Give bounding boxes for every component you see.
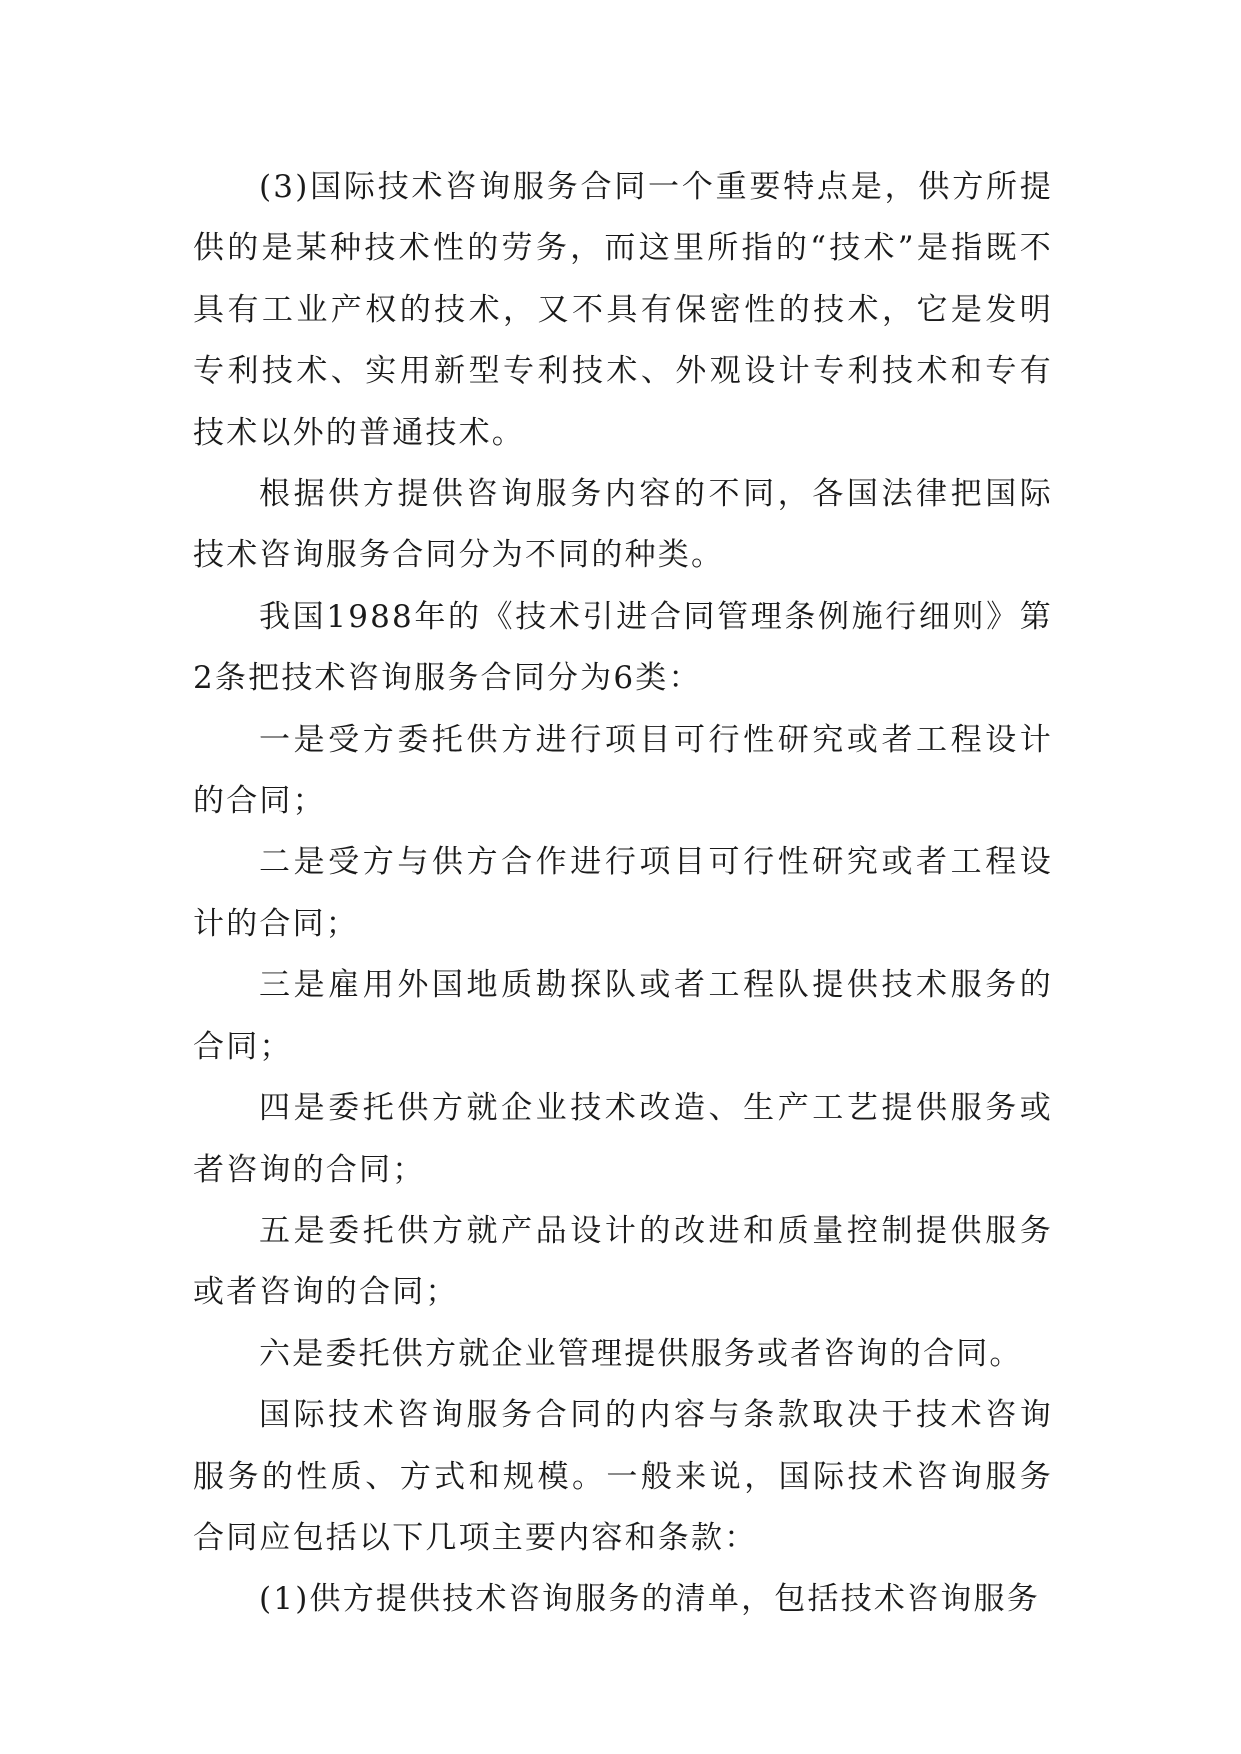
paragraph: 五是委托供方就产品设计的改进和质量控制提供服务或者咨询的合同； xyxy=(193,1212,1053,1311)
paragraph: (1)供方提供技术咨询服务的清单，包括技术咨询服务 xyxy=(259,1581,1040,1618)
paragraph: (3)国际技术咨询服务合同一个重要特点是，供方所提供的是某种技术性的劳务，而这里所指的“技术”是指既不具有工业产权的技术，又不具有保密性的技术，它是发明专利技术、实用新型专利技术、外观设计专利技术和专有技术以外的普通技术。 xyxy=(193,169,1053,451)
paragraph: 国际技术咨询服务合同的内容与条款取决于技术咨询服务的性质、方式和规模。一般来说，国际技术咨询服务合同应包括以下几项主要内容和条款： xyxy=(193,1397,1053,1556)
paragraph: 四是委托供方就企业技术改造、生产工艺提供服务或者咨询的合同； xyxy=(193,1090,1053,1188)
paragraph: 根据供方提供咨询服务内容的不同，各国法律把国际技术咨询服务合同分为不同的种类。 xyxy=(193,476,1053,574)
document-body xyxy=(193,157,1053,1631)
paragraph: 二是受方与供方合作进行项目可行性研究或者工程设计的合同； xyxy=(193,844,1053,942)
paragraph: 三是雇用外国地质勘探队或者工程队提供技术服务的合同； xyxy=(193,967,1053,1065)
paragraph: 六是委托供方就企业管理提供服务或者咨询的合同。 xyxy=(259,1335,1023,1372)
paragraph: 我国1988年的《技术引进合同管理条例施行细则》第2条把技术咨询服务合同分为6类： xyxy=(193,598,1053,697)
paragraph: 一是受方委托供方进行项目可行性研究或者工程设计的合同； xyxy=(193,721,1053,820)
